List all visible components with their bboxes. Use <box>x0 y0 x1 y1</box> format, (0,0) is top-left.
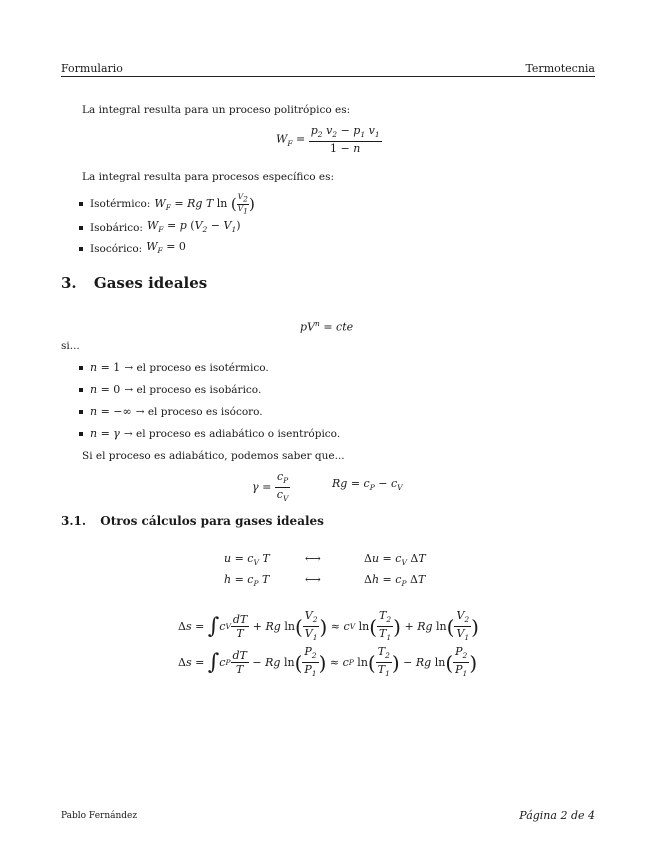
section-title: Gases ideales <box>93 274 208 292</box>
bullet-marker <box>79 366 83 370</box>
header-rule <box>61 76 595 77</box>
bullet-label: → el proceso es isobárico. <box>124 384 262 396</box>
equation-rg: $Rg = c_P - c_V$ <box>332 477 403 493</box>
paragraph-polytropic: La integral resulta para un proceso politrópico es: <box>82 104 351 116</box>
bullet-marker <box>79 410 83 414</box>
header-left: Formulario <box>61 62 123 75</box>
bullet-n-infinity <box>79 406 263 418</box>
bullet-label: Isobárico: <box>90 222 143 235</box>
condition-n: n = 0 <box>90 383 121 396</box>
equation-delta-u: $\Delta u = c_V$ ΔT <box>364 552 426 568</box>
footer-page-number: Página 2 de 4 <box>519 809 595 822</box>
paragraph-adiabatic: Si el proceso es adiabático, podemos saber que... <box>82 450 345 462</box>
bullet-n-gamma <box>79 428 340 440</box>
bullet-n-1 <box>79 362 269 374</box>
bullet-isobaric <box>79 220 241 236</box>
equivalence-arrow: ⟷ <box>305 552 321 565</box>
paragraph-specific: La integral resulta para procesos específico es: <box>82 171 335 183</box>
equation-delta-h: $\Delta h = c_P$ ΔT <box>364 573 426 589</box>
formula-isochoric: $W_F = 0$ <box>146 240 186 256</box>
bullet-marker <box>79 202 83 206</box>
equation-entropy-cv: Δ s = ∫ c V $\frac{dT}{T}$ + Rg ln ( $\frac{V_2}{V_1}$ ) ≈ c V ln ( $\frac{T_2}{T_1}$ ) + Rg ln ( $\frac{V_2}{V_1}$ ) <box>178 609 479 643</box>
footer-author: Pablo Fernández <box>61 811 138 821</box>
equation-gamma: γ = $\frac{c_P}{c_V}$ <box>252 470 289 504</box>
equation-entropy-cp: Δ s = ∫ c P $\frac{dT}{T}$ − Rg ln ( $\frac{P_2}{P_1}$ ) ≈ c P ln ( $\frac{T_2}{T_1}$ ) − Rg ln ( $\frac{P_2}{P_1}$ ) <box>178 645 478 679</box>
section-number: 3.1. <box>61 514 87 528</box>
formula-isobaric: $W_F = p$ $(V_2 - V_1)$ <box>146 219 241 235</box>
equation-polytropic-work: $W_F$ = $\frac{p_2 v_2 - p_1 v_1}{1 - n}$ <box>276 124 380 156</box>
section-heading-3-1 <box>61 514 324 528</box>
section-number: 3. <box>61 274 77 292</box>
bullet-label: Isocórico: <box>90 243 143 256</box>
condition-n: n = γ <box>90 427 120 440</box>
bullet-label: → el proceso es adiabático o isentrópico. <box>123 428 341 440</box>
paragraph-si: si... <box>61 340 80 352</box>
condition-n: n = −∞ <box>90 405 132 418</box>
bullet-label: → el proceso es isotérmico. <box>124 362 269 374</box>
bullet-isochoric <box>79 241 186 257</box>
formula-isothermal: $W_F = Rg$ T ln ( $\frac{V_2}{V_1}$ ) <box>154 192 255 215</box>
condition-n: n = 1 <box>90 361 121 374</box>
bullet-marker <box>79 247 83 251</box>
equation-u: $u = c_V$ T <box>224 552 270 568</box>
equation-h: $h = c_P$ T <box>224 573 270 589</box>
bullet-marker <box>79 226 83 230</box>
bullet-label: → el proceso es isócoro. <box>135 406 263 418</box>
bullet-marker <box>79 432 83 436</box>
bullet-label: Isotérmico: <box>90 198 151 210</box>
equivalence-arrow: ⟷ <box>305 573 321 586</box>
equation-polytropic-law: $pV^n$ = cte <box>300 319 354 334</box>
section-heading-3 <box>61 274 207 292</box>
bullet-isothermal <box>79 193 255 215</box>
bullet-n-0 <box>79 384 261 396</box>
header-right: Termotecnia <box>525 62 595 75</box>
section-title: Otros cálculos para gases ideales <box>100 514 324 528</box>
bullet-marker <box>79 388 83 392</box>
